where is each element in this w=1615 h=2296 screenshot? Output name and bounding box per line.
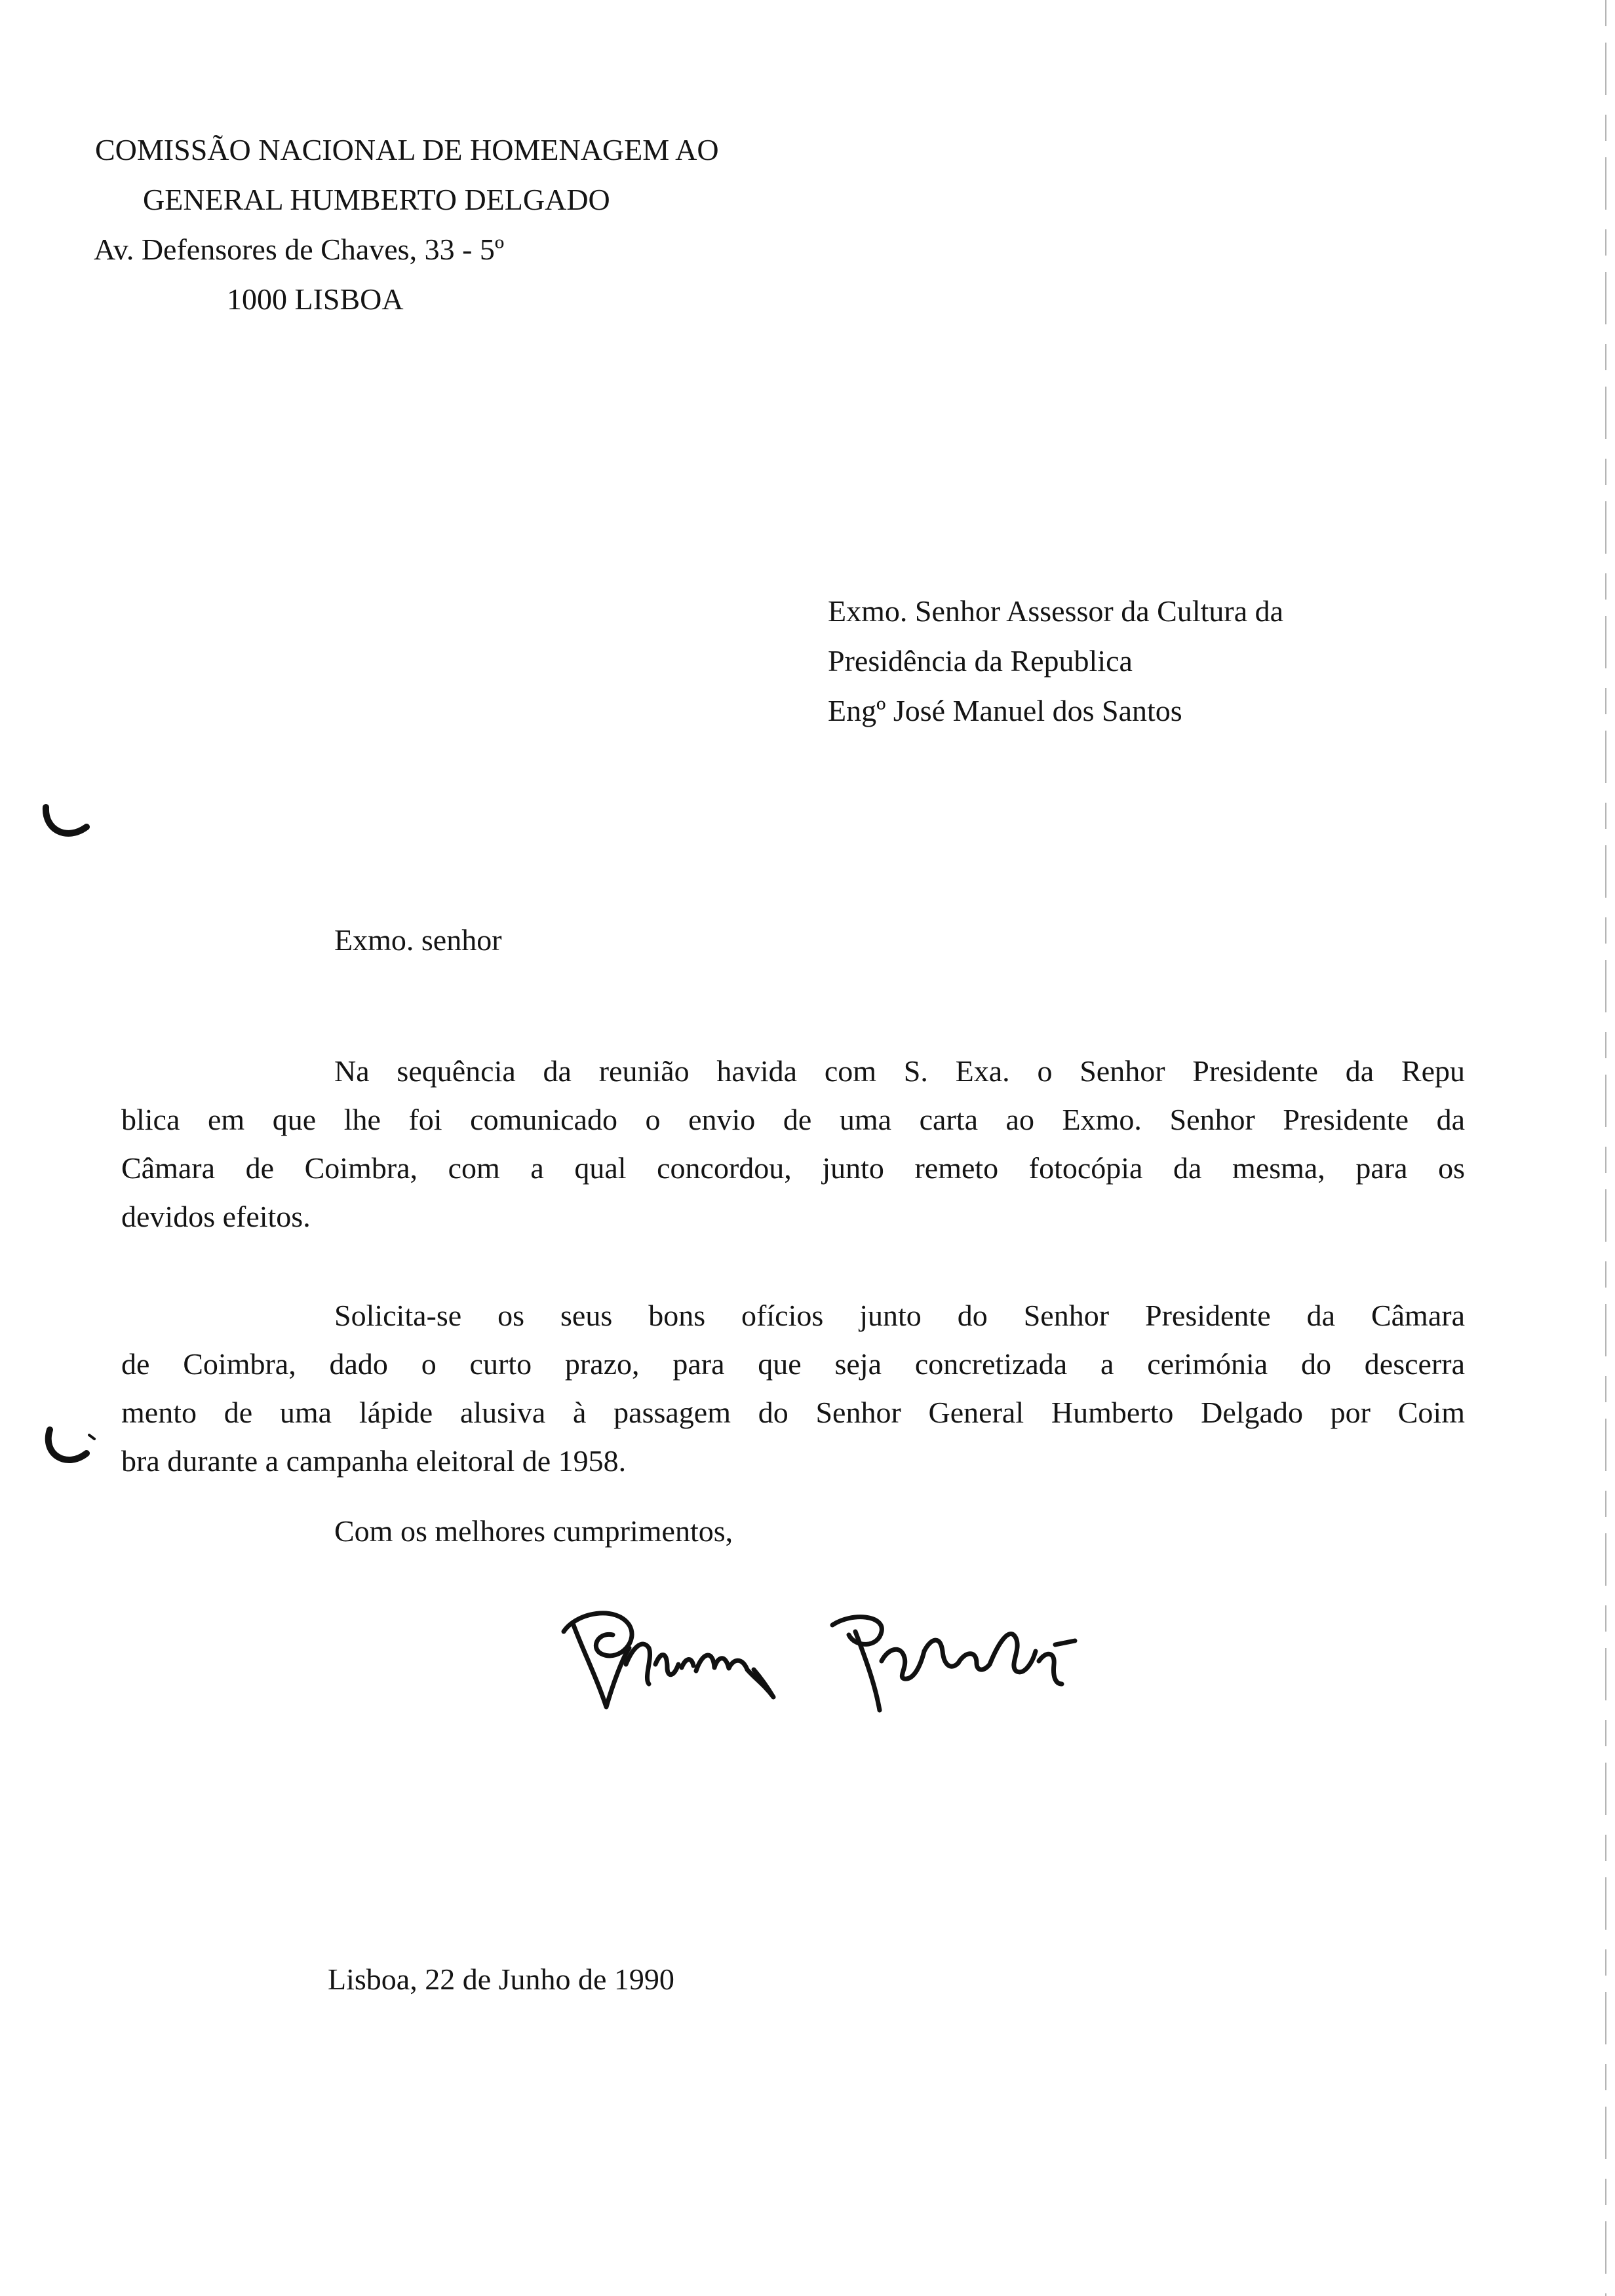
paragraph-1-line-4: devidos efeitos. [121, 1200, 311, 1233]
paragraph-2-line-2: de Coimbra, dado o curto prazo, para que seja concretizada a cerimónia do descerra [121, 1347, 1465, 1381]
sender-address: Av. Defensores de Chaves, 33 - 5º [94, 233, 505, 266]
paragraph-2-line-4: bra durante a campanha eleitoral de 1958. [121, 1444, 627, 1478]
sender-city: 1000 LISBOA [227, 282, 404, 316]
paragraph-1-line-3: Câmara de Coimbra, com a qual concordou, junto remeto fotocópia da mesma, para os [121, 1151, 1465, 1185]
scan-page-edge [1605, 0, 1607, 2296]
recipient-line-2: Presidência da Republica [828, 644, 1133, 678]
sender-organization-line-2: GENERAL HUMBERTO DELGADO [143, 183, 610, 216]
paragraph-2-line-1: Solicita-se os seus bons ofícios junto do Senhor Presidente da Câmara [334, 1299, 1465, 1332]
sender-organization-line-1: COMISSÃO NACIONAL DE HOMENAGEM AO [95, 133, 719, 166]
paragraph-1-line-1: Na sequência da reunião havida com S. Exa. o Senhor Presidente da Repu [334, 1054, 1465, 1088]
recipient-line-1: Exmo. Senhor Assessor da Cultura da [828, 594, 1284, 628]
place-and-date: Lisboa, 22 de Junho de 1990 [328, 1962, 674, 1996]
paragraph-1-line-2: blica em que lhe foi comunicado o envio de uma carta ao Exmo. Senhor Presidente da [121, 1103, 1465, 1136]
recipient-line-3: Engº José Manuel dos Santos [828, 694, 1182, 727]
punch-hole-mark-icon [41, 1422, 100, 1474]
handwritten-signature [557, 1586, 1147, 1743]
punch-hole-mark-icon [41, 801, 93, 847]
paragraph-2-line-3: mento de uma lápide alusiva à passagem do Senhor General Humberto Delgado por Coim [121, 1396, 1465, 1429]
salutation: Exmo. senhor [334, 923, 502, 957]
closing: Com os melhores cumprimentos, [334, 1514, 733, 1548]
